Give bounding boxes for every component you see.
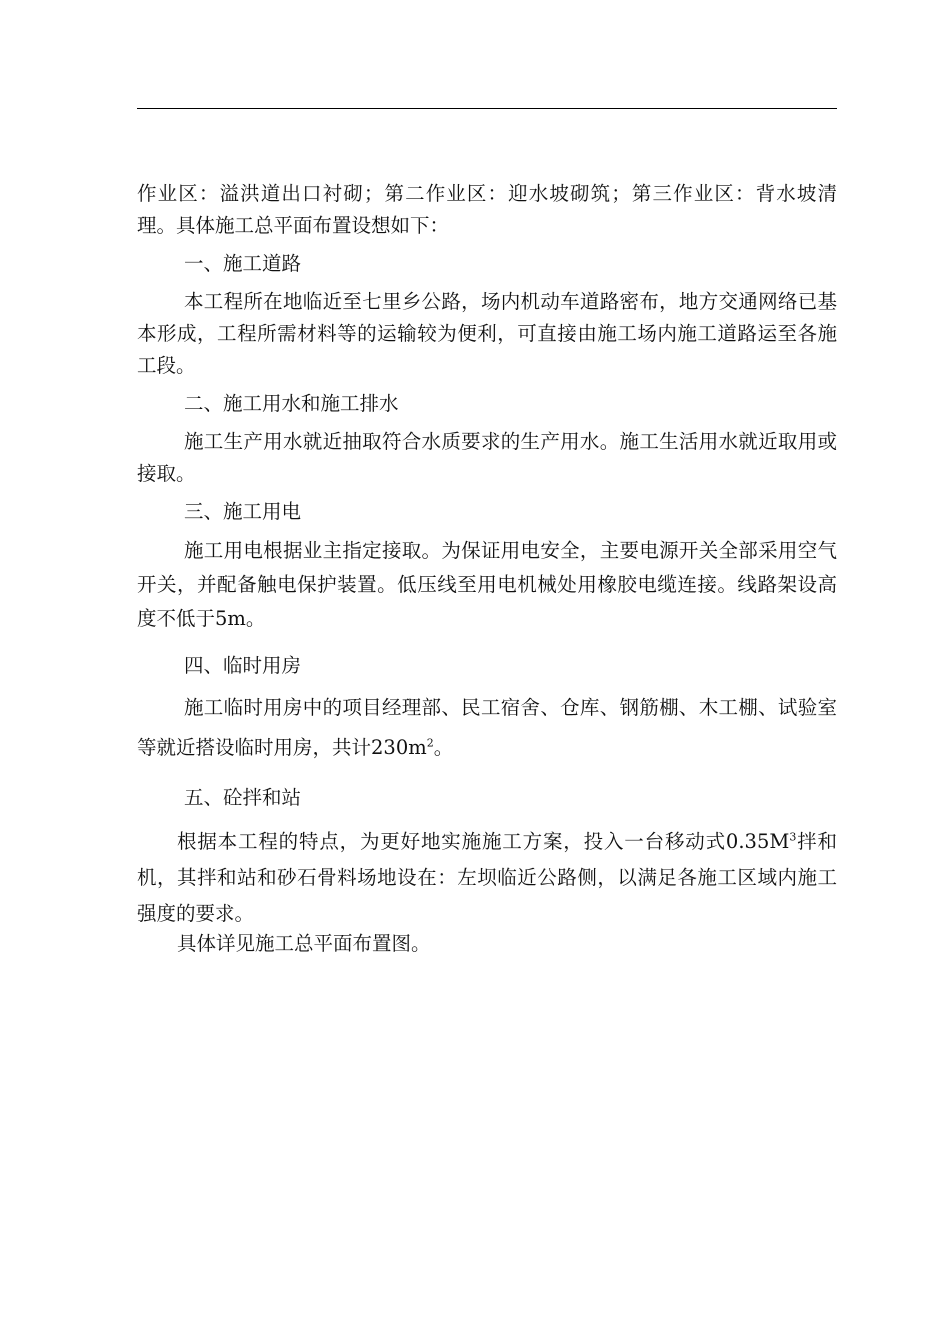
mixing-paragraph [137,824,837,932]
document-body [137,178,837,960]
water-paragraph: 施工生产用水就近抽取符合水质要求的生产用水。施工生活用水就近取用或接取。 [137,430,837,485]
section-heading-housing: 四、临时用房 [184,654,302,677]
housing-end: 。 [433,736,454,759]
housing-text: 施工临时用房中的项目经理部、民工宿舍、仓库、钢筋棚、木工棚、试验室等就近搭设临时用房，共计230m [137,696,837,759]
power-paragraph: 施工用电根据业主指定接取。为保证用电安全，主要电源开关全部采用空气开关，并配备触电保护装置。低压线至用电机械处用橡胶电缆连接。线路架设高度不低于5m。 [137,539,837,630]
mixing-superscript: 3 [789,830,797,844]
housing-paragraph [137,688,837,768]
mixing-text: 根据本工程的特点，为更好地实施施工方案，投入一台移动式0.35M [177,830,790,853]
section-heading-power: 三、施工用电 [184,500,302,523]
mixing-text-rest: 拌和机，其拌和站和砂石骨料场地设在：左坝临近公路侧，以满足各施工区域内施工强度的要求。 [137,830,837,925]
intro-paragraph: 作业区：溢洪道出口衬砌；第二作业区：迎水坡砌筑；第三作业区：背水坡清理。具体施工总平面布置设想如下： [137,182,837,237]
section-heading-roads: 一、施工道路 [184,252,302,275]
section-heading-mixing-station: 五、砼拌和站 [184,786,302,809]
housing-superscript: 2 [426,736,434,750]
header-rule [137,108,837,109]
section-heading-water: 二、施工用水和施工排水 [184,392,399,415]
roads-paragraph: 本工程所在地临近至七里乡公路，场内机动车道路密布，地方交通网络已基本形成，工程所需材料等的运输较为便利，可直接由施工场内施工道路运至各施工段。 [137,290,837,377]
closing-paragraph: 具体详见施工总平面布置图。 [177,932,431,955]
